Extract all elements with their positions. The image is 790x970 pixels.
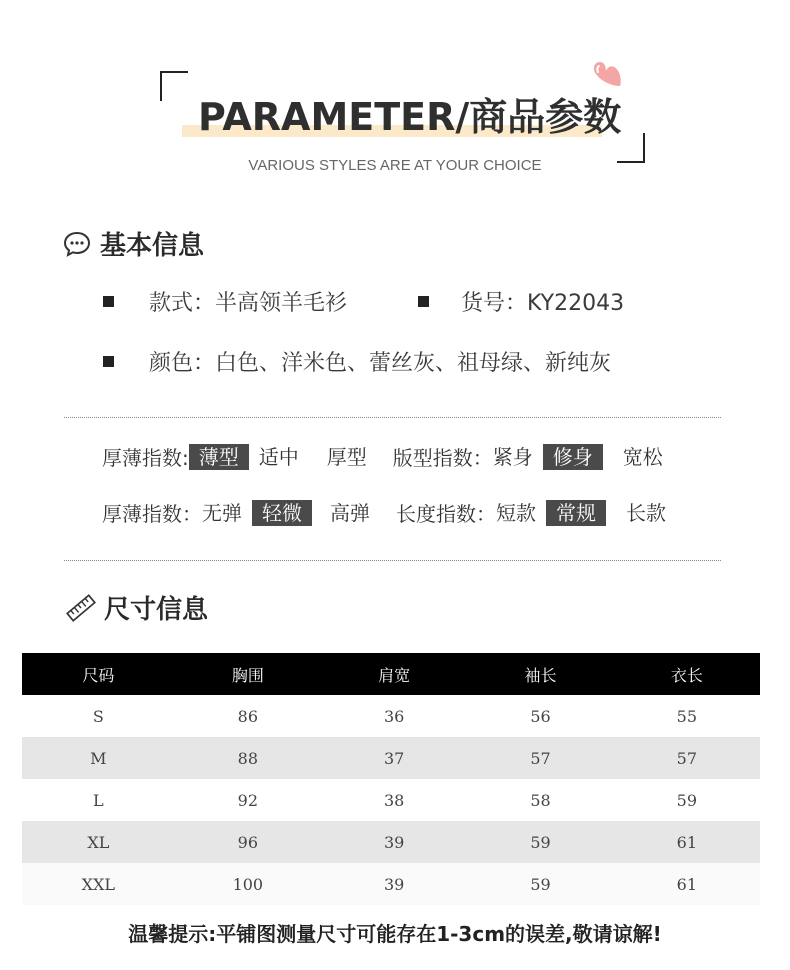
table-cell: 37 — [321, 737, 467, 779]
info-item-no-text: 货号：KY22043 — [461, 291, 625, 316]
table-row — [22, 695, 760, 737]
table-cell: M — [22, 737, 175, 779]
thickness-option-thick: 厚型 — [326, 444, 367, 469]
fit-option-tight: 紧身 — [492, 444, 533, 469]
column-header-shoulder: 肩宽 — [321, 653, 467, 695]
info-item-no — [418, 286, 624, 317]
column-header-chest: 胸围 — [175, 653, 321, 695]
table-cell: 38 — [383, 790, 405, 810]
fit-option-loose: 宽松 — [622, 444, 663, 469]
info-style-text: 款式：半高领羊毛衫 — [149, 291, 348, 316]
column-header-size: 尺码 — [22, 653, 175, 695]
basic-info-heading — [62, 225, 204, 262]
table-cell: 100 — [232, 874, 264, 894]
table-cell: 96 — [175, 821, 321, 863]
table-row — [22, 821, 760, 863]
table-cell: XXL — [81, 874, 116, 894]
elasticity-option-none: 无弹 — [202, 500, 242, 525]
index-row-2 — [102, 498, 676, 527]
size-info-heading-label: 尺寸信息 — [104, 595, 209, 625]
length-option-short: 短款 — [496, 500, 536, 525]
fit-index-label: 版型指数： — [392, 446, 493, 470]
chat-bubble-icon — [62, 229, 92, 259]
table-cell: 88 — [175, 737, 321, 779]
table-cell: 57 — [467, 737, 613, 779]
table-cell: 39 — [383, 874, 405, 894]
table-cell: L — [93, 790, 104, 810]
bullet — [103, 356, 114, 367]
index-row-1 — [102, 442, 673, 471]
info-colors-text: 颜色：白色、洋米色、蕾丝灰、祖母绿、新纯灰 — [149, 351, 612, 376]
table-cell: 61 — [676, 874, 697, 894]
thickness-index-label: 厚薄指数: — [102, 446, 189, 470]
page-title: PARAMETER/商品参数 — [198, 95, 622, 139]
table-cell: 86 — [237, 706, 259, 726]
size-table — [22, 653, 760, 905]
length-option-long: 长款 — [626, 500, 666, 525]
size-info-heading — [66, 589, 208, 626]
footer-note: 温馨提示:平铺图测量尺寸可能存在1-3cm的误差,敬请谅解! — [128, 922, 662, 946]
table-cell: 59 — [467, 821, 613, 863]
length-option-regular: 常规 — [546, 500, 606, 526]
table-cell: XL — [22, 821, 175, 863]
divider-top — [64, 417, 721, 418]
info-colors — [103, 346, 611, 377]
basic-info-heading-label: 基本信息 — [100, 231, 205, 261]
bullet — [103, 296, 114, 307]
elasticity-option-high: 高弹 — [330, 500, 370, 525]
table-cell: 61 — [614, 821, 760, 863]
table-cell: 58 — [530, 790, 551, 810]
heart-icon — [590, 56, 626, 92]
fit-option-slim: 修身 — [543, 444, 603, 470]
table-cell: S — [92, 706, 104, 726]
column-header-length: 衣长 — [614, 653, 760, 695]
table-cell: 39 — [321, 821, 467, 863]
table-cell: 57 — [614, 737, 760, 779]
ruler-icon — [66, 593, 96, 623]
table-row — [22, 737, 760, 779]
table-cell: 55 — [676, 706, 697, 726]
thickness-option-medium: 适中 — [258, 444, 299, 469]
table-cell: 36 — [383, 706, 405, 726]
elasticity-index-label: 厚薄指数： — [102, 502, 202, 526]
length-index-label: 长度指数： — [396, 502, 496, 526]
corner-bracket-top-left — [160, 71, 188, 101]
table-cell: 56 — [530, 706, 551, 726]
divider-bottom — [64, 560, 721, 561]
table-row — [22, 779, 760, 821]
thickness-option-thin: 薄型 — [189, 444, 249, 470]
column-header-sleeve: 袖长 — [467, 653, 613, 695]
page-subtitle: VARIOUS STYLES ARE AT YOUR CHOICE — [248, 157, 542, 174]
table-cell: 59 — [676, 790, 697, 810]
table-row — [22, 863, 760, 905]
table-cell: 59 — [530, 874, 551, 894]
bullet — [418, 296, 429, 307]
table-cell: 92 — [237, 790, 259, 810]
elasticity-option-slight: 轻微 — [252, 500, 312, 526]
info-style — [103, 286, 347, 317]
table-header-row — [22, 653, 760, 695]
